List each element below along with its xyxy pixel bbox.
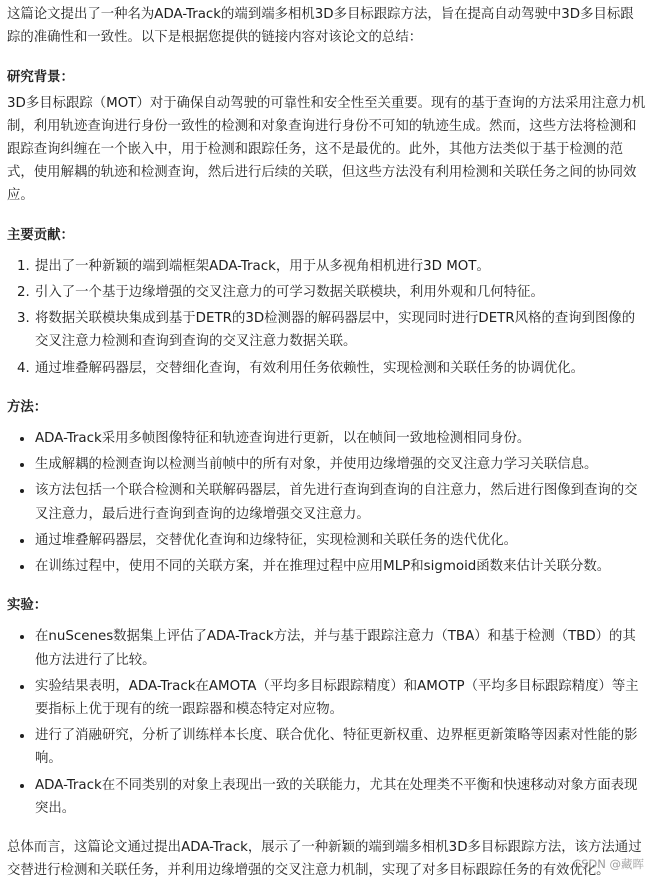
- method-item: • 在训练过程中，使用不同的关联方案，并在推理过程中应用MLP和sigmoid函数来估计关联分数。: [34, 555, 647, 578]
- experiments-list: [7, 625, 647, 820]
- experiment-item: • 实验结果表明，ADA-Track在AMOTA（平均多目标跟踪精度）和AMOTP（平均多目标跟踪精度）等主要指标上优于现有的统一跟踪器和模态特定对应物。: [34, 675, 647, 721]
- method-item: • ADA-Track采用多帧图像特征和轨迹查询进行更新，以在帧间一致地检测相同身份。: [34, 427, 647, 450]
- contributions-heading: 主要贡献：: [7, 227, 74, 243]
- experiment-item: • 在nuScenes数据集上评估了ADA-Track方法，并与基于跟踪注意力（TBA）和基于检测（TBD）的其他方法进行了比较。: [34, 625, 647, 671]
- experiments-heading: 实验：: [7, 598, 48, 614]
- background-paragraph: 3D多目标跟踪（MOT）对于确保自动驾驶的可靠性和安全性至关重要。现有的基于查询的方法采用注意力机制，利用轨迹查询进行身份一致性的检测和对象查询进行身份不可知的轨迹生成。然而，这些方法将检测和跟踪查询纠缠在一个嵌入中，用于检测和跟踪任务，这不是最优的。此外，其他方法类似于基于检测的范式，使用解耦的轨迹和检测查询，然后进行后续的关联，但这些方法没有利用检测和关联任务之间的协同效应。: [7, 95, 646, 204]
- experiment-item: • ADA-Track在不同类别的对象上表现出一致的关联能力，尤其在处理类不平衡和快速移动对象方面表现突出。: [34, 774, 647, 820]
- conclusion-paragraph: 总体而言，这篇论文通过提出ADA-Track，展示了一种新颖的端到端多相机3D多目标跟踪方法，该方法通过交替进行检测和关联任务，并利用边缘增强的交叉注意力机制，实现了对多目标跟踪任务的有效优化。: [7, 840, 642, 879]
- document-body: [7, 3, 647, 883]
- contribution-item: 1. 提出了一种新颖的端到端框架ADA-Track，用于从多视角相机进行3D MOT。: [34, 255, 647, 278]
- methods-list: [7, 427, 647, 578]
- contribution-item: 4. 通过堆叠解码器层，交替细化查询，有效利用任务依赖性，实现检测和关联任务的协调优化。: [34, 357, 647, 380]
- contributions-list: [7, 255, 647, 380]
- background-heading: 研究背景：: [7, 70, 74, 86]
- experiment-item: • 进行了消融研究，分析了训练样本长度、联合优化、特征更新权重、边界框更新策略等因素对性能的影响。: [34, 724, 647, 770]
- intro-paragraph: 这篇论文提出了一种名为ADA-Track的端到端多相机3D多目标跟踪方法，旨在提高自动驾驶中3D多目标跟踪的准确性和一致性。以下是根据您提供的链接内容对该论文的总结：: [7, 7, 634, 46]
- method-item: • 该方法包括一个联合检测和关联解码器层，首先进行查询到查询的自注意力，然后进行图像到查询的交叉注意力，最后进行查询到查询的边缘增强交叉注意力。: [34, 479, 647, 525]
- contribution-item: 3. 将数据关联模块集成到基于DETR的3D检测器的解码器层中，实现同时进行DETR风格的查询到图像的交叉注意力检测和查询到查询的交叉注意力数据关联。: [34, 307, 647, 353]
- method-item: • 通过堆叠解码器层，交替优化查询和边缘特征，实现检测和关联任务的迭代优化。: [34, 529, 647, 552]
- contribution-item: 2. 引入了一个基于边缘增强的交叉注意力的可学习数据关联模块，利用外观和几何特征。: [34, 281, 647, 304]
- method-item: • 生成解耦的检测查询以检测当前帧中的所有对象，并使用边缘增强的交叉注意力学习关联信息。: [34, 453, 647, 476]
- methods-heading: 方法：: [7, 399, 48, 415]
- csdn-watermark: CSDN @藏晖: [573, 857, 644, 871]
